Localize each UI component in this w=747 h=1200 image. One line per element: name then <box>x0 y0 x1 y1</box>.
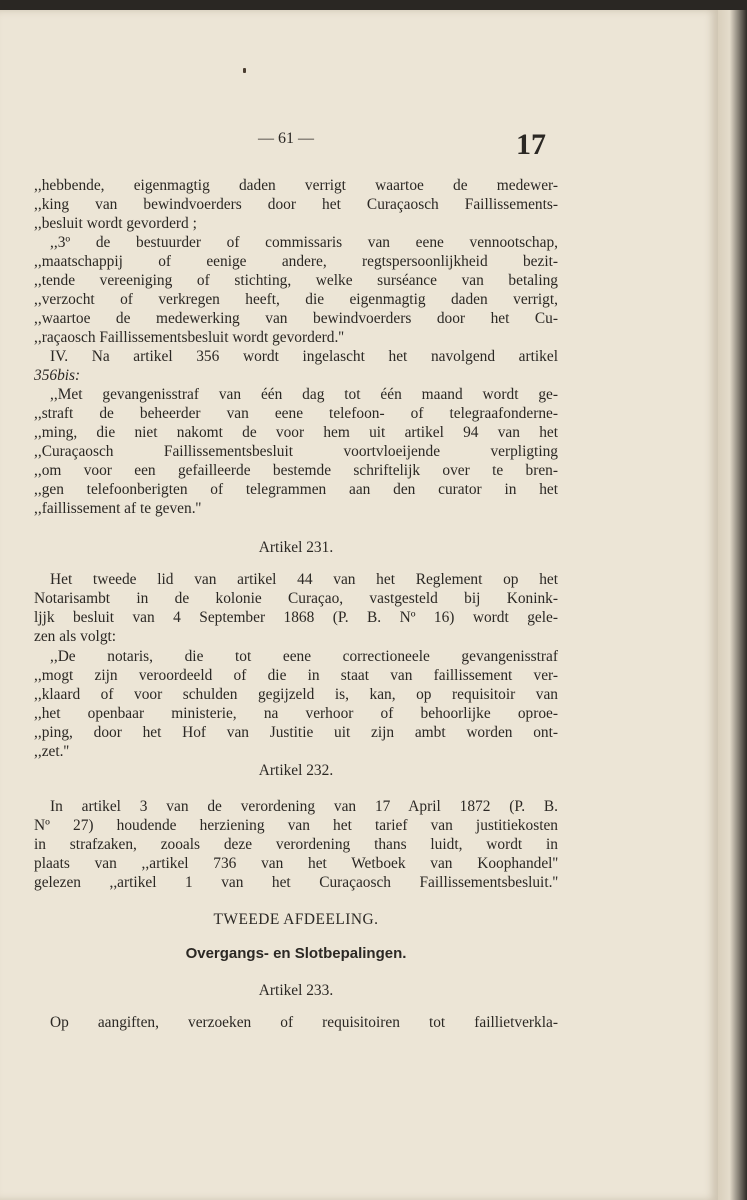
text-line: ,,Met gevangenisstraf van één dag tot één maand wordt ge- <box>50 386 558 403</box>
text-line: ,,verzocht of verkregen heeft, die eigenmagtig daden verrigt, <box>34 291 558 308</box>
text-line: ,,besluit wordt gevorderd ; <box>34 215 197 232</box>
text-line: ,,hebbende, eigenmagtig daden verrigt waartoe de medewer- <box>34 177 558 194</box>
text-line: ,,ping, door het Hof van Justitie uit zijn ambt worden ont- <box>34 724 558 741</box>
text-line: in strafzaken, zooals deze verordening thans luidt, wordt in <box>34 836 558 853</box>
text-line: IV. Na artikel 356 wordt ingelascht het navolgend artikel <box>50 348 558 365</box>
text-line: ,,faillissement af te geven.'' <box>34 500 202 517</box>
text-line: ,,De notaris, die tot eene correctioneele gevangenisstraf <box>50 648 558 665</box>
text-line: ,,gen telefoonberigten of telegrammen aan den curator in het <box>34 481 558 498</box>
text-line: In artikel 3 van de verordening van 17 April 1872 (P. B. <box>50 798 558 815</box>
text-line: zen als volgt: <box>34 628 117 645</box>
article-heading: Artikel 231. <box>258 539 334 556</box>
text-line: gelezen ,,artikel 1 van het Curaçaosch Faillissementsbesluit.'' <box>34 874 558 891</box>
page-number: — 61 — <box>258 130 314 147</box>
text-line: ,,om voor een gefailleerde bestemde schriftelijk over te bren- <box>34 462 558 479</box>
text-line: ,,het openbaar ministerie, na verhoor of behoorlijke oproe- <box>34 705 558 722</box>
text-line: ,,king van bewindvoerders door het Curaçaosch Faillissements- <box>34 196 558 213</box>
text-line: ,,straft de beheerder van eene telefoon- of telegraafonderne- <box>34 405 558 422</box>
print-speck <box>243 68 246 73</box>
subsection-heading: Overgangs- en Slotbepalingen. <box>185 945 407 962</box>
page-edge <box>718 10 747 1200</box>
text-line: Notarisambt in de kolonie Curaçao, vastgesteld bij Konink- <box>34 590 558 607</box>
text-line: ,,ming, die niet nakomt de voor hem uit artikel 94 van het <box>34 424 558 441</box>
signature-mark: 17 <box>516 128 546 161</box>
text-line: ,,mogt zijn veroordeeld of die in staat van faillissement ver- <box>34 667 558 684</box>
text-line: ,,klaard of voor schulden gegijzeld is, kan, op requisitoir van <box>34 686 558 703</box>
section-heading: TWEEDE AFDEELING. <box>213 911 379 928</box>
text-line: ,,3º de bestuurder of commissaris van eene vennootschap, <box>50 234 558 251</box>
text-line: ,,waartoe de medewerking van bewindvoerders door het Cu- <box>34 310 558 327</box>
text-line: Op aangiften, verzoeken of requisitoiren tot faillietverkla- <box>50 1014 558 1031</box>
article-heading: Artikel 233. <box>258 982 334 999</box>
text-line: ,,zet.'' <box>34 743 70 760</box>
text-line: plaats van ,,artikel 736 van het Wetboek van Koophandel'' <box>34 855 558 872</box>
text-line: ,,tende vereeniging of stichting, welke surséance van betaling <box>34 272 558 289</box>
text-line: ,,Curaçaosch Faillissementsbesluit voortvloeijende verpligting <box>34 443 558 460</box>
article-heading: Artikel 232. <box>258 762 334 779</box>
text-line: ,,raçaosch Faillissementsbesluit wordt gevorderd.'' <box>34 329 344 346</box>
text-line: 356bis: <box>34 367 81 384</box>
text-line: ljjk besluit van 4 September 1868 (P. B. Nº 16) wordt gele- <box>34 609 558 626</box>
text-line: Het tweede lid van artikel 44 van het Reglement op het <box>50 571 558 588</box>
text-line: ,,maatschappij of eenige andere, regtspersoonlijkheid bezit- <box>34 253 558 270</box>
text-line: Nº 27) houdende herziening van het tarief van justitiekosten <box>34 817 558 834</box>
